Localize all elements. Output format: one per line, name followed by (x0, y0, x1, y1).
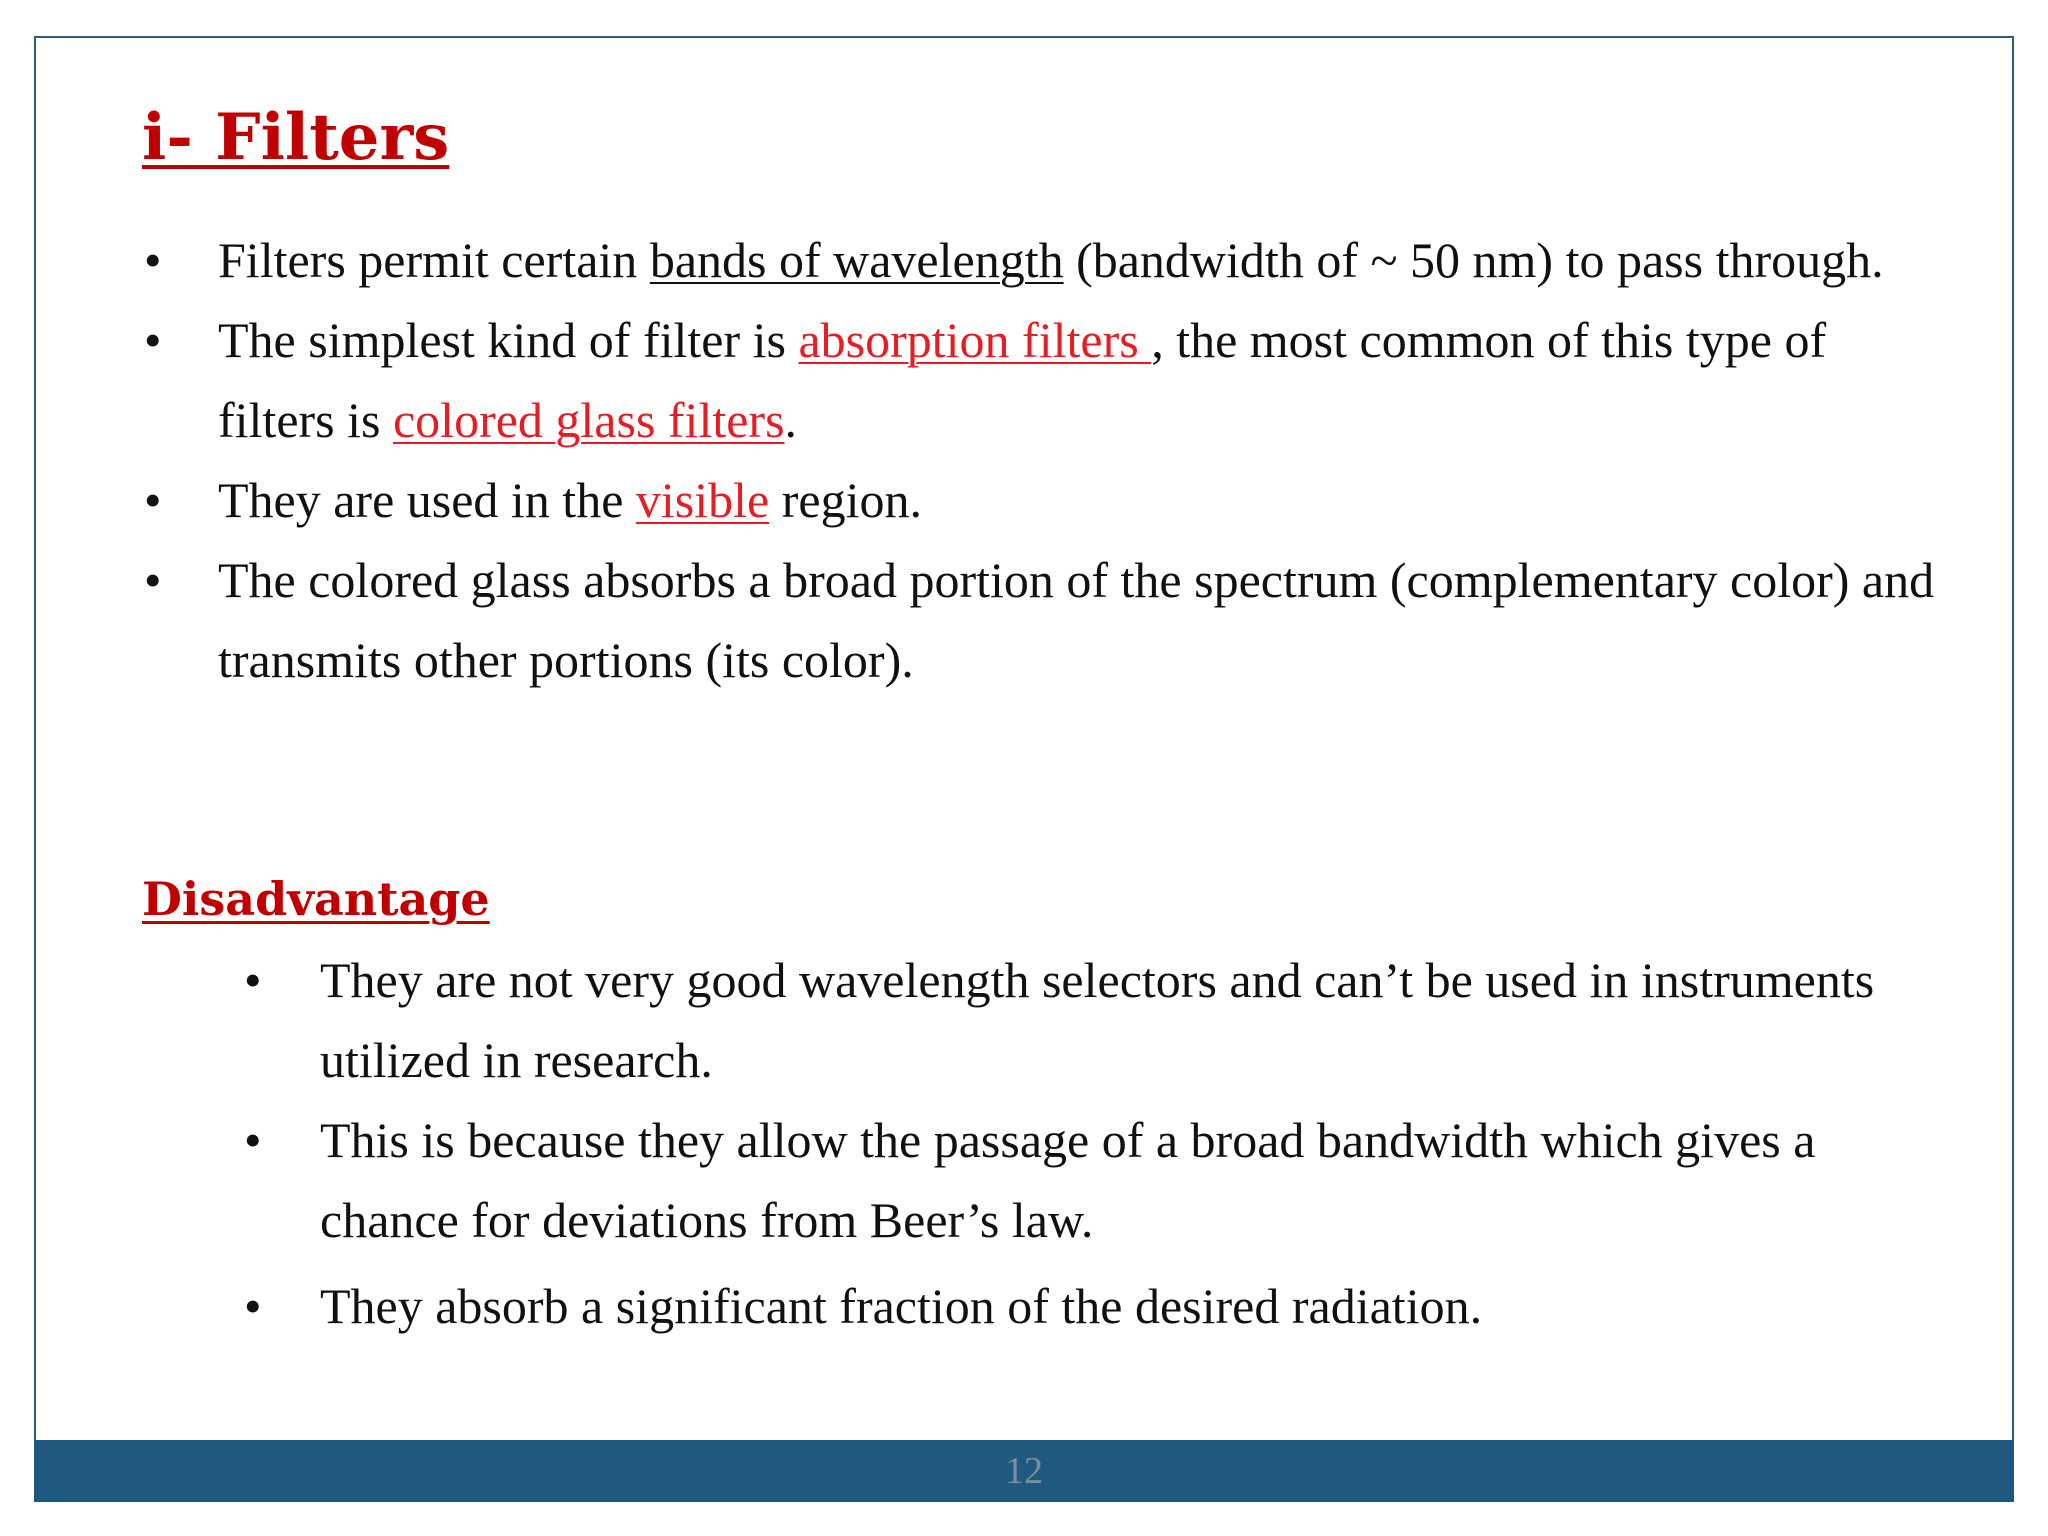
disadvantage-text: They are not very good wavelength selectors and can’t be used in instruments utilized in research. (320, 952, 1875, 1088)
filters-bullet-list (144, 220, 1938, 700)
bullet-text: The simplest kind of filter is (218, 312, 799, 368)
disadvantage-bullet-list (244, 940, 1960, 1346)
slide-title: i- Filters (142, 100, 450, 175)
bullet-item-bandwidth (144, 220, 1938, 300)
bullet-text: They are used in the (218, 472, 636, 528)
bullet-dot-icon: • (244, 1278, 262, 1334)
bullet-dot-icon: • (244, 1112, 262, 1168)
disadvantage-item (244, 1100, 1960, 1260)
bullet-text: (bandwidth of ~ 50 nm) to pass through. (1063, 232, 1884, 288)
highlighted-term-visible: visible (635, 472, 770, 528)
bullet-text: Filters permit certain (218, 232, 650, 288)
bullet-dot-icon: • (244, 952, 262, 1008)
bullet-item-visible-region (144, 460, 1938, 540)
footer-bar (34, 1440, 2014, 1502)
bullet-dot-icon: • (144, 472, 162, 528)
underlined-term-bands-of-wavelength: bands of wavelength (649, 232, 1064, 288)
disadvantage-item (244, 1266, 1960, 1346)
disadvantage-item (244, 940, 1960, 1100)
bullet-item-absorption-filters (144, 300, 1938, 460)
bullet-text: . (784, 392, 798, 448)
page-number: 12 (1005, 1450, 1043, 1492)
bullet-text: region. (769, 472, 922, 528)
highlighted-term-colored-glass-filters: colored glass filters (392, 392, 785, 448)
highlighted-term-absorption-filters: absorption filters (798, 312, 1152, 368)
disadvantage-text: This is because they allow the passage of a broad bandwidth which gives a chance for deviations from Beer’s law. (320, 1112, 1816, 1248)
disadvantage-text: They absorb a significant fraction of the desired radiation. (320, 1278, 1483, 1334)
bullet-dot-icon: • (144, 552, 162, 608)
bullet-text: The colored glass absorbs a broad portion of the spectrum (complementary color) and transmits other portions (its color). (218, 552, 1935, 688)
bullet-dot-icon: • (144, 232, 162, 288)
disadvantage-heading: Disadvantage (142, 872, 490, 926)
bullet-dot-icon: • (144, 312, 162, 368)
bullet-item-colored-glass (144, 540, 1938, 700)
bullet-text: , the most common of this type of filters is (218, 312, 1827, 448)
